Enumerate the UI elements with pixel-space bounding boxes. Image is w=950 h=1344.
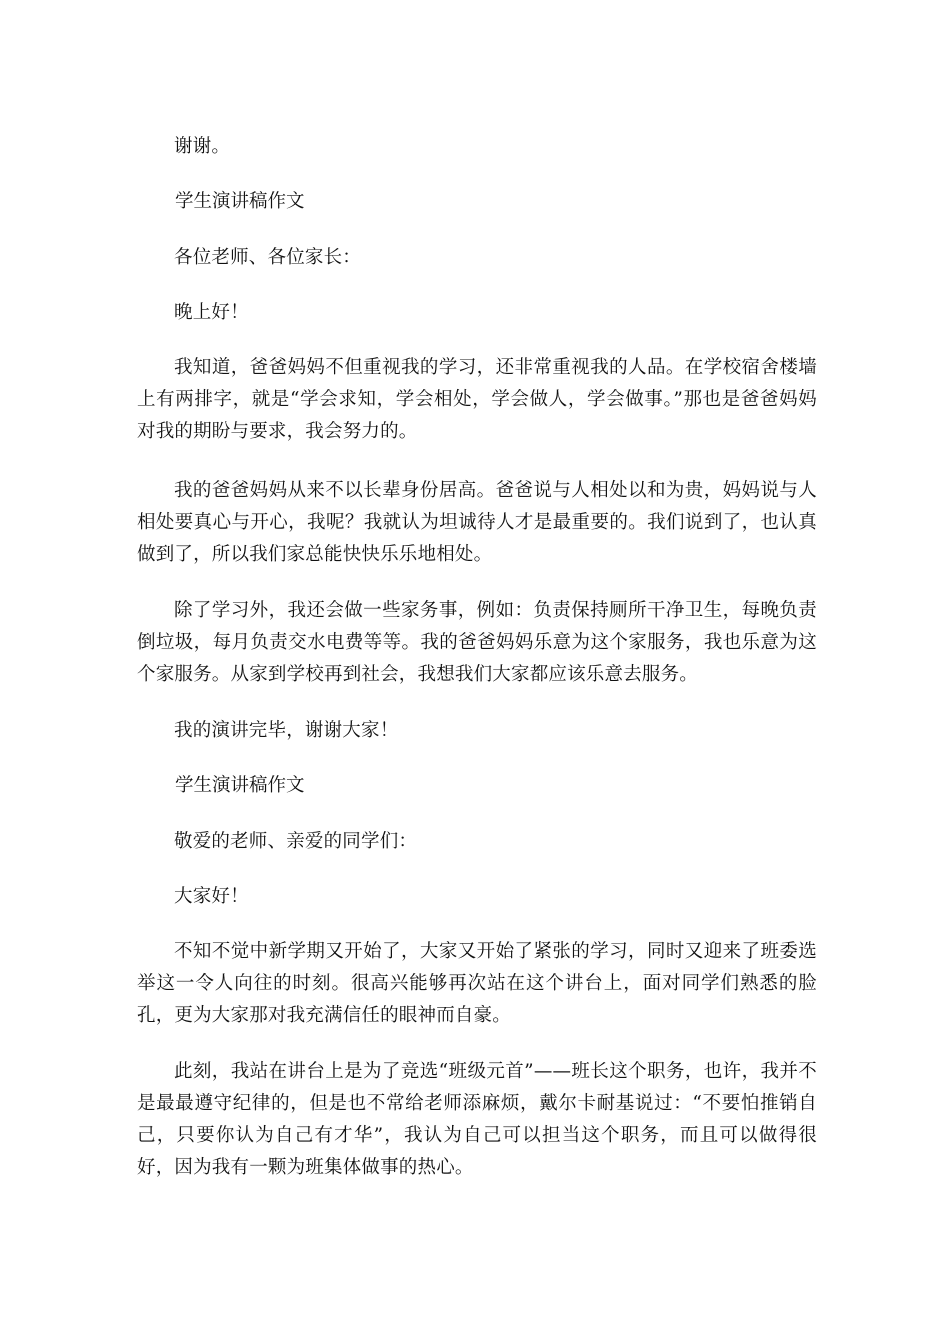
section-2-title: 学生演讲稿作文 bbox=[175, 775, 305, 796]
section-1-paragraph-3: 除了学习外，我还会做一些家务事，例如：负责保持厕所干净卫生，每晚负责倒垃圾，每月负责交水电费等等。我的爸爸妈妈乐意为这个家服务，我也乐意为这个家服务。从家到学校再到社会，我想我们大家都应该乐意去服务。 bbox=[137, 600, 817, 685]
section-1-paragraph-2: 我的爸爸妈妈从来不以长辈身份居高。爸爸说与人相处以和为贵，妈妈说与人相处要真心与开心，我呢？我就认为坦诚待人才是最重要的。我们说到了，也认真做到了，所以我们家总能快快乐乐地相处。 bbox=[137, 480, 817, 565]
section-1-greeting: 晚上好！ bbox=[174, 302, 249, 323]
section-2-paragraph-1: 不知不觉中新学期又开始了，大家又开始了紧张的学习，同时又迎来了班委选举这一令人向往的时刻。很高兴能够再次站在这个讲台上，面对同学们熟悉的脸孔，更为大家那对我充满信任的眼神而自豪。 bbox=[137, 941, 817, 1026]
section-1-closing: 我的演讲完毕，谢谢大家！ bbox=[174, 720, 399, 741]
section-2-paragraph-2: 此刻，我站在讲台上是为了竞选“班级元首”——班长这个职务，也许，我并不是最最遵守纪律的，但是也不常给老师添麻烦，戴尔卡耐基说过：“不要怕推销自己，只要你认为自己有才华”，我认为自己可以担当这个职务，而且可以做得很好，因为我有一颗为班集体做事的热心。 bbox=[137, 1061, 817, 1178]
section-1-title: 学生演讲稿作文 bbox=[175, 191, 305, 212]
section-2-salutation: 敬爱的老师、亲爱的同学们： bbox=[174, 831, 418, 852]
thanks-line: 谢谢。 bbox=[174, 136, 231, 157]
section-1-paragraph-1: 我知道，爸爸妈妈不但重视我的学习，还非常重视我的人品。在学校宿舍楼墙上有两排字，就是“学会求知，学会相处，学会做人，学会做事。”那也是爸爸妈妈对我的期盼与要求，我会努力的。 bbox=[137, 357, 817, 442]
section-1-salutation: 各位老师、各位家长： bbox=[174, 247, 362, 268]
section-2-greeting: 大家好！ bbox=[174, 886, 249, 907]
